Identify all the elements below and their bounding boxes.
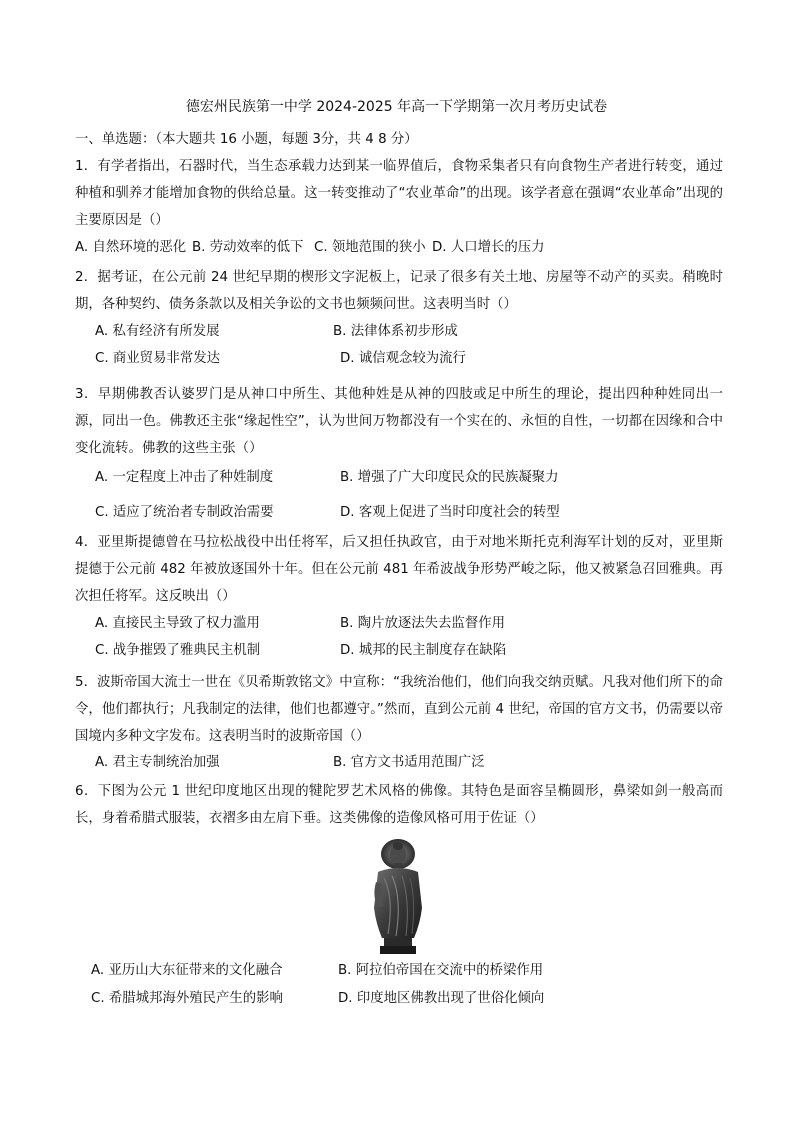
option-a: A. 君主专制统治加强 (95, 755, 220, 770)
question-1-stem: 1．有学者指出，石器时代，当生态承载力达到某一临界值后，食物采集者只有向食物生产者进行转变，通过种植和驯养才能增加食物的供给总量。这一转变推动了“农业革命”的出现。该学者意在强调“农业革命”出现的主要原因是（） (75, 159, 723, 228)
question-3-stem: 3．早期佛教否认婆罗门是从神口中所生、其他种姓是从神的四肢或足中所生的理论，提出四种种姓同出一源，同出一色。佛教还主张“缘起性空”，认为世间万物都没有一个实在的、永恒的自性，一切都在因缘和合中变化流转。佛教的这些主张（） (75, 387, 723, 456)
option-c: C. 领地范围的狭小 (314, 240, 426, 255)
option-c: C. 商业贸易非常发达 (95, 351, 220, 366)
question-5-stem: 5．波斯帝国大流士一世在《贝希斯敦铭文》中宣称：“我统治他们，他们向我交纳贡赋。凡我对他们所下的命令，他们都执行；凡我制定的法律，他们也都遵守。”然而，直到公元前 4 世纪，帝国的官方文书，仍需要以帝国境内多种文字发布。这表明当时的波斯帝国（） (75, 675, 723, 744)
page-title: 德宏州民族第一中学 2024-2025 年高一下学期第一次月考历史试卷 (185, 99, 608, 115)
option-a: A. 自然环境的恶化 (75, 240, 187, 255)
option-b: B. 增强了广大印度民众的民族凝聚力 (340, 470, 559, 485)
option-a: A. 私有经济有所发展 (95, 324, 220, 339)
option-a: A. 亚历山大东征带来的文化融合 (91, 963, 283, 978)
option-d: D. 诚信观念较为流行 (340, 351, 466, 366)
option-b: B. 官方文书适用范围广泛 (333, 755, 485, 770)
question-6-stem: 6．下图为公元 1 世纪印度地区出现的犍陀罗艺术风格的佛像。其特色是面容呈椭圆形，鼻梁如剑一般高而长，身着希腊式服装，衣褶多由左肩下垂。这类佛像的造像风格可用于佐证（） (75, 784, 723, 826)
option-d: D. 城邦的民主制度存在缺陷 (340, 643, 507, 658)
option-c: C. 希腊城邦海外殖民产生的影响 (91, 991, 283, 1006)
option-d: D. 印度地区佛教出现了世俗化倾向 (338, 991, 545, 1006)
option-c: C. 适应了统治者专制政治需要 (95, 505, 274, 520)
option-b: B. 陶片放逐法失去监督作用 (340, 616, 505, 631)
question-4-stem: 4．亚里斯提德曾在马拉松战役中出任将军，后又担任执政官，由于对地米斯托克利海军计划的反对，亚里斯提德于公元前 482 年被放逐国外十年。但在公元前 481 年希波战争形势严峻之际，他又被紧急召回雅典。再次担任将军。这反映出（） (75, 535, 723, 604)
gandhara-buddha-statue-image (364, 838, 432, 956)
option-c: C. 战争摧毁了雅典民主机制 (95, 643, 261, 658)
option-d: D. 人口增长的压力 (432, 240, 545, 255)
option-b: B. 阿拉伯帝国在交流中的桥梁作用 (338, 963, 544, 978)
section-heading: 一、单选题：（本大题共 16 小题，每题 3分，共 4 8 分） (75, 132, 418, 147)
option-a: A. 一定程度上冲击了种姓制度 (95, 470, 274, 485)
question-2-stem: 2．据考证，在公元前 24 世纪早期的楔形文字泥板上，记录了很多有关土地、房屋等不动产的买卖。稍晚时期，各种契约、债务条款以及相关争讼的文书也频频问世。这表明当时（） (75, 270, 723, 312)
option-b: B. 劳动效率的低下 (192, 240, 304, 255)
option-d: D. 客观上促进了当时印度社会的转型 (340, 505, 560, 520)
option-a: A. 直接民主导致了权力滥用 (95, 616, 260, 631)
option-b: B. 法律体系初步形成 (333, 324, 458, 339)
